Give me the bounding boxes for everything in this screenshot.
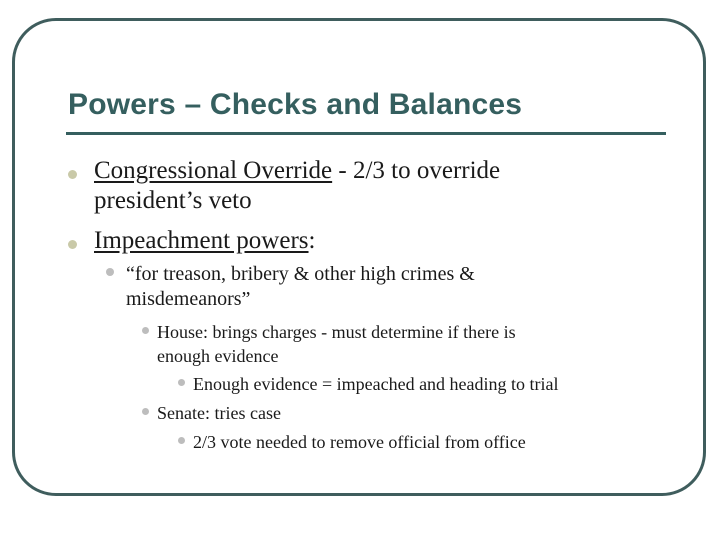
quote-line1: “for treason, bribery & other high crimes & — [126, 263, 475, 285]
congressional-override-text-line2: president’s veto — [94, 187, 252, 214]
slide-title: Powers – Checks and Balances — [68, 88, 523, 121]
title-underline-rule — [66, 132, 666, 135]
detail-bullet-dot-icon — [178, 437, 185, 444]
quote-line2: misdemeanors” — [126, 288, 251, 310]
sub-bullet-dot-icon — [106, 268, 114, 276]
congressional-override-text: - 2/3 to override — [332, 157, 501, 184]
senate-item: Senate: tries case — [157, 403, 281, 423]
congressional-override-item — [94, 156, 500, 216]
congressional-override-term: Congressional Override — [94, 157, 333, 184]
bullet-dot-icon — [68, 240, 77, 249]
bullet-dot-icon — [68, 170, 77, 179]
detail-bullet-dot-icon — [178, 379, 185, 386]
house-item — [157, 320, 516, 368]
house-detail-item: Enough evidence = impeached and heading to trial — [193, 374, 559, 394]
impeachment-grounds-quote — [126, 262, 475, 312]
impeachment-powers-item — [94, 226, 315, 256]
house-line2: enough evidence — [157, 346, 279, 366]
impeachment-powers-term: Impeachment powers — [94, 227, 309, 254]
impeachment-powers-colon: : — [308, 227, 316, 254]
senate-detail-item: 2/3 vote needed to remove official from office — [193, 432, 526, 452]
sub-sub-bullet-dot-icon — [142, 408, 149, 415]
house-line1: House: brings charges - must determine if there is — [157, 322, 516, 342]
sub-sub-bullet-dot-icon — [142, 327, 149, 334]
